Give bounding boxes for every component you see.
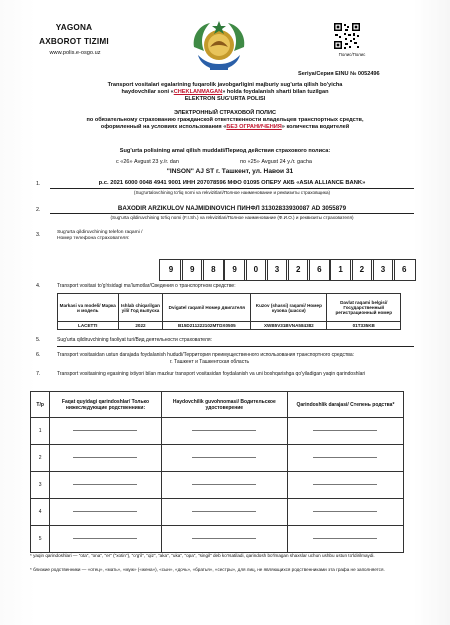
footnote-uz: * yaqin qarindoshlari — "ota", "ona", "er" ("xotin"), "o'g'il", "qiz", "aka", "uka", "opa", "singil" deb ko'rsatiladi, qarindosh bo'lmagan shaxslar uchun ushbu ustun to'ldirilmaydi.: [30, 553, 375, 558]
section-number-5: 5.: [36, 337, 41, 343]
title-uz-line2: [45, 89, 405, 96]
vehicle-plate-number: 01T335KB: [327, 322, 401, 330]
website-link[interactable]: www.polis.e-osgo.uz: [49, 50, 101, 56]
title-ru: [45, 110, 405, 132]
policyholder-caption: (Sug'urta qildiruvchining to'liq nomi (F.I.Sh.) va rekvizitlari/Полное наименование (Ф.И.О.) и реквизиты страхователя): [110, 215, 354, 220]
phone-digit-box: 9: [159, 259, 183, 281]
driver-row: [31, 445, 404, 472]
footnote-ru: * близкие родственники — «отец», «мать», «муж» («жена»), «сын», «дочь», «братья», «сестры», для лиц, не являющихся родственниками эта графа не заполняется.: [30, 567, 385, 572]
driver-row-number: 5: [31, 526, 50, 553]
driver-row: [31, 472, 404, 499]
unlimited-drivers-ru: БЕЗ ОГРАНИЧЕНИЯ: [226, 124, 282, 131]
drivers-header-row: [31, 392, 404, 418]
state-emblem-icon: [188, 17, 250, 75]
drivers-header-relatives: Faqat quyidagi qarindoshlar/ Только нижеследующие родственники:: [50, 392, 161, 418]
brand-title-line1: YAGONA: [55, 23, 93, 32]
vehicle-value-row: [58, 322, 401, 330]
vehicle-header-model: Markasi va modeli/ Марка и модель: [58, 294, 119, 322]
driver-row: [31, 526, 404, 553]
drivers-header-index: T/p: [31, 392, 50, 418]
policyholder-underline: [50, 213, 414, 214]
vehicle-engine-number: B15D211222102MTDX0505: [163, 322, 251, 330]
vehicle-table: [57, 293, 401, 330]
activity-underline: [57, 346, 414, 347]
title-uz-line1: Transport vositalari egalarining fuqarolik javobgarligini majburiy sug'urta qilish bo'yicha: [107, 82, 343, 88]
vehicle-model: LACETTI: [58, 322, 119, 330]
driver-kinship-cell: [287, 472, 403, 499]
phone-digit-box: 3: [265, 259, 289, 281]
title-uz-line3: ELEKTRON SUG'URTA POLISI: [184, 96, 266, 103]
phone-digit-box: 3: [371, 259, 395, 281]
drivers-table: [30, 391, 404, 553]
driver-kinship-cell: [287, 445, 403, 472]
period-to: по «25» Avgust 24 y./г. gacha: [240, 159, 312, 165]
drivers-header-license: Haydovchilik guvohnomasi/ Водительское удостоверение: [161, 392, 287, 418]
insurer-name: "INSON" AJ ST г. Ташкент, ул. Навои 31: [166, 168, 294, 175]
phone-digit-box: 6: [307, 259, 331, 281]
period-label: Sug'urta polisining amal qilish muddati/Период действия страхового полиса:: [119, 148, 331, 154]
qr-caption: Полис/Полис: [338, 52, 366, 57]
insurer-underline: [50, 188, 414, 189]
driver-kinship-cell: [287, 499, 403, 526]
driver-license-cell: [161, 445, 287, 472]
vehicle-body-number: XWB5V31BVNA584382: [251, 322, 327, 330]
qr-code-icon: [333, 22, 361, 50]
territory-value: г. Ташкент и Ташкентская область: [170, 359, 250, 365]
vehicle-header-engine: Dvigatel raqami/ Номер двигателя: [163, 294, 251, 322]
title-ru-line3-post: » количества водителей: [281, 124, 350, 131]
driver-name-cell: [50, 418, 161, 445]
insurer-details: р.с. 2021 6000 0048 4941 9001 ИНН 207078596 МФО 01095 ОПЕРУ АКБ «ASIA ALLIANCE BANK»: [98, 180, 366, 186]
unlimited-drivers-uz: CHEKLANMAGAN: [173, 89, 223, 96]
phone-digit-box: 6: [392, 259, 416, 281]
driver-kinship-cell: [287, 418, 403, 445]
title-ru-line1: ЭЛЕКТРОННЫЙ СТРАХОВОЙ ПОЛИС: [173, 110, 277, 116]
driver-row-number: 1: [31, 418, 50, 445]
section-number-3: 3.: [36, 232, 41, 238]
drivers-title: Transport vositasining egasining ixtiyori bilan mazkur transport vositasidan foydalanish va uni boshqarishga qo'yiladigan yaqin qarindoshlari: [57, 371, 366, 377]
vehicle-year: 2022: [118, 322, 163, 330]
driver-license-cell: [161, 472, 287, 499]
driver-kinship-cell: [287, 526, 403, 553]
section-number-7: 7.: [36, 371, 41, 377]
phone-digit-box: 9: [223, 259, 247, 281]
phone-label: Sug'urta qildiruvchining telefon raqami /Номер телефона страхователя:: [57, 230, 143, 242]
driver-row-number: 3: [31, 472, 50, 499]
driver-license-cell: [161, 499, 287, 526]
driver-license-cell: [161, 526, 287, 553]
phone-digit-box: 2: [286, 259, 310, 281]
driver-name-cell: [50, 526, 161, 553]
vehicle-header-year: Ishlab chiqarilgan yili/ Год выпуска: [118, 294, 163, 322]
title-ru-line3-pre: оформленный на условиях использования «: [100, 124, 227, 131]
vehicle-header-body: Kuzov (shassi) raqami/ Номер кузова (шасси): [251, 294, 327, 322]
title-ru-line3: [45, 124, 405, 131]
phone-digit-box: 8: [201, 259, 225, 281]
driver-row-number: 4: [31, 499, 50, 526]
phone-digit-box: 2: [350, 259, 374, 281]
section-number-6: 6.: [36, 352, 41, 358]
title-uz-line2-pre: haydovchilar soni «: [121, 89, 174, 96]
phone-digit-box: 0: [244, 259, 268, 281]
driver-name-cell: [50, 445, 161, 472]
driver-name-cell: [50, 472, 161, 499]
brand-title-line2: AXBOROT TIZIMI: [39, 37, 109, 46]
insurer-caption: (Sug'urtalovchining to'liq nomi va rekvizitlari/Полное наименование и реквизиты страховщика): [133, 190, 331, 195]
title-ru-line2: по обязательному страхованию гражданской ответственности владельцев транспортных средств,: [86, 117, 364, 124]
phone-digit-box: 1: [329, 259, 353, 281]
drivers-header-kinship: Qarindoshlik darajasi/ Степень родства*: [287, 392, 403, 418]
driver-license-cell: [161, 418, 287, 445]
vehicle-header-row: [58, 294, 401, 322]
title-uz-line2-post: » holda foydalanish sharti bilan tuzilgan: [222, 89, 329, 96]
territory-label: Transport vositasidan ustun darajada foydalanish hududi/Территория преимущественного использования транспортного средства:: [57, 352, 355, 358]
policyholder-name: BAXODIR ARZIKULOV NAJMIDINOVICH ПИНФЛ 31302833930087 AD 3055879: [117, 205, 347, 212]
section-number-2: 2.: [36, 207, 41, 213]
vehicle-header-plate: Davlat raqami belgisi/ Государственный регистрационный номер: [327, 294, 401, 322]
phone-digit-box: 9: [180, 259, 204, 281]
section-number-4: 4.: [36, 283, 41, 289]
activity-label: Sug'urta qildiruvchining faoliyat turi/Вид деятельности страхователя:: [57, 337, 212, 343]
driver-row-number: 2: [31, 445, 50, 472]
title-uz: [45, 82, 405, 104]
policy-serial: Seriya/Серия EINU № 0052496: [298, 71, 380, 77]
period-from: с «26» Avgust 23 y./г. dan: [116, 159, 179, 165]
driver-name-cell: [50, 499, 161, 526]
vehicle-title: Transport vositasi to'g'risidagi ma'lumotlar/Сведения о транспортном средстве:: [57, 283, 236, 289]
driver-row: [31, 418, 404, 445]
driver-row: [31, 499, 404, 526]
section-number-1: 1.: [36, 181, 41, 187]
